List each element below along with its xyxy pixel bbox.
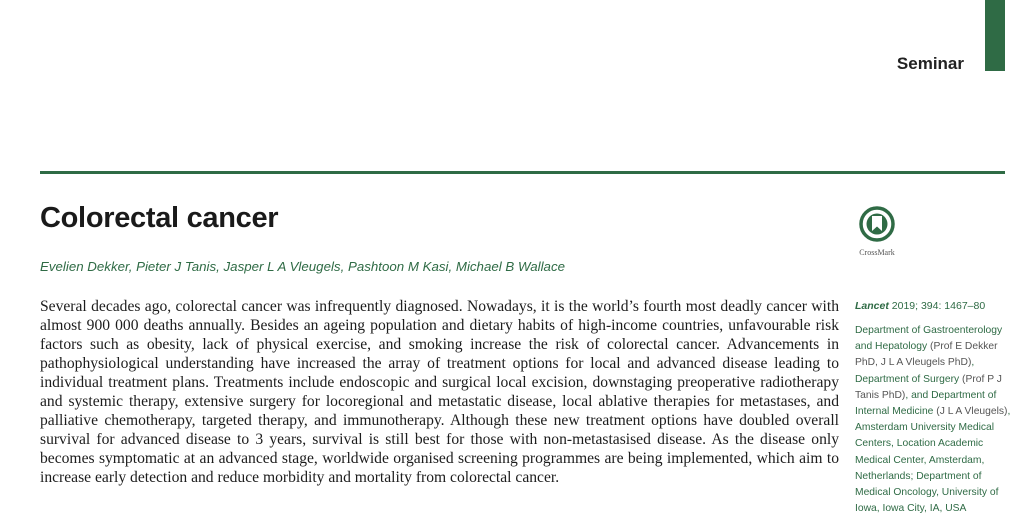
affiliation-names: (Prof E Dekker PhD, J L A Vleugels PhD) xyxy=(855,341,998,369)
affiliation-dept-gastro: Department of Gastroenterology and Hepatology xyxy=(855,325,1003,353)
article-title: Colorectal cancer xyxy=(40,202,279,234)
crossmark-label: CrossMark xyxy=(859,248,895,257)
abstract-text: Several decades ago, colorectal cancer was infrequently diagnosed. Nowadays, it is the world’s fourth most deadly cancer with almost 900 000 deaths annually. Besides an ageing population and dietary habits of high-income countries, unfavourable risk factors such as obesity, lack of physical exercise, and smoking increase the risk of colorectal cancer. Advancements in pathophysiological understanding have increased the array of treatment options for local and advanced disease leading to individual treatment plans. Treatments include endoscopic and surgical local excision, downstaging preoperative radiotherapy and systemic therapy, extensive surgery for locoregional and metastatic disease, local ablative therapies for metastases, and palliative chemotherapy, targeted therapy, and immunotherapy. Although these new treatment options have doubled overall survival for advanced disease to 3 years, survival is still best for those with non-metastasised disease. As the disease only becomes symptomatic at an advanced stage, worldwide organised screening programmes are being implemented, which aim to increase early detection and reduce morbidity and mortality from colorectal cancer. xyxy=(40,298,839,486)
affiliation-dept-medicine: , and Department of Internal Medicine xyxy=(855,389,997,418)
affiliation-names: (J L A Vleugels) xyxy=(936,406,1008,418)
header-divider xyxy=(40,171,1005,174)
affiliation-names: (Prof P J Tanis PhD) xyxy=(855,373,1002,401)
affiliations xyxy=(855,323,1015,517)
section-label: Seminar xyxy=(896,54,964,73)
author-list: Evelien Dekker, Pieter J Tanis, Jasper L A Vleugels, Pashtoon M Kasi, Michael B Wallace xyxy=(40,259,565,274)
crossmark-icon xyxy=(859,206,895,242)
affiliation-institutions: , Amsterdam University Medical Centers, Location Academic Medical Center, Amsterdam, Netherlands; Department of Medical Oncology, University of Iowa, Iowa City, IA, USA xyxy=(855,406,1011,515)
citation-detail: 2019; 394: 1467–80 xyxy=(891,300,986,312)
section-color-tab xyxy=(985,0,1005,71)
affiliation-dept-surgery: , Department of Surgery xyxy=(855,357,975,385)
journal-name: Lancet xyxy=(855,300,889,312)
citation xyxy=(855,300,1015,312)
article-sidebar xyxy=(855,300,1015,517)
crossmark-badge[interactable] xyxy=(852,206,902,257)
